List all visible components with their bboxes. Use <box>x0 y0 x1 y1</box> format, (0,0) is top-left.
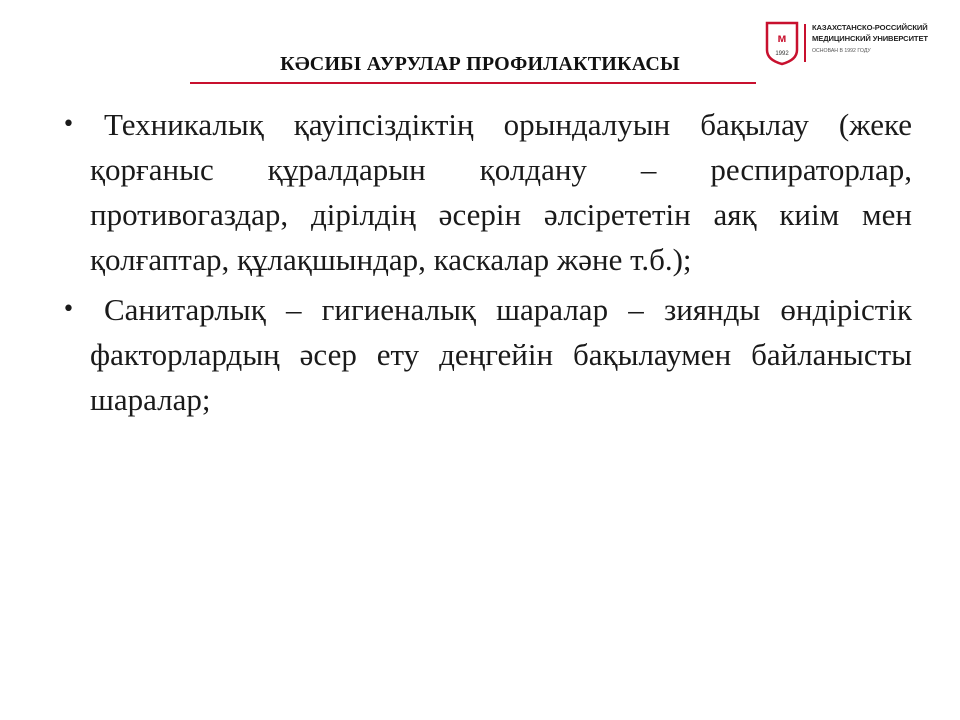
bullet-icon: • <box>62 297 75 322</box>
list-item <box>62 287 912 422</box>
slide-title: КӘСИБІ АУРУЛАР ПРОФИЛАКТИКАСЫ <box>280 53 680 75</box>
list-item-text: Техникалық қауіпсіздіктің орындалуын бақылау (жеке қорғаныс құралдарын қолдану – респираторлар, противогаздар, дірілдің әсерін әлсірететін аяқ киім мен қолғаптар, құлақшындар, каскалар және т.б.); <box>90 107 912 277</box>
title-underline <box>190 82 756 84</box>
logo-line-1: КАЗАХСТАНСКО-РОССИЙСКИЙ <box>812 23 928 32</box>
logo-line-2: МЕДИЦИНСКИЙ УНИВЕРСИТЕТ <box>812 34 928 43</box>
shield-mark: м <box>777 31 787 45</box>
logo-divider <box>804 24 806 62</box>
list-item <box>62 102 912 282</box>
university-logo <box>764 20 934 70</box>
shield-year: 1992 <box>775 51 789 57</box>
list-item-text: Санитарлық – гигиеналық шаралар – зиянды өндірістік факторлардың әсер ету деңгейін бақылаумен байланысты шаралар; <box>90 292 912 417</box>
logo-text <box>812 22 934 56</box>
bullet-list <box>62 102 912 427</box>
logo-subtitle: ОСНОВАН В 1992 ГОДУ <box>812 48 871 54</box>
bullet-icon: • <box>62 112 75 137</box>
